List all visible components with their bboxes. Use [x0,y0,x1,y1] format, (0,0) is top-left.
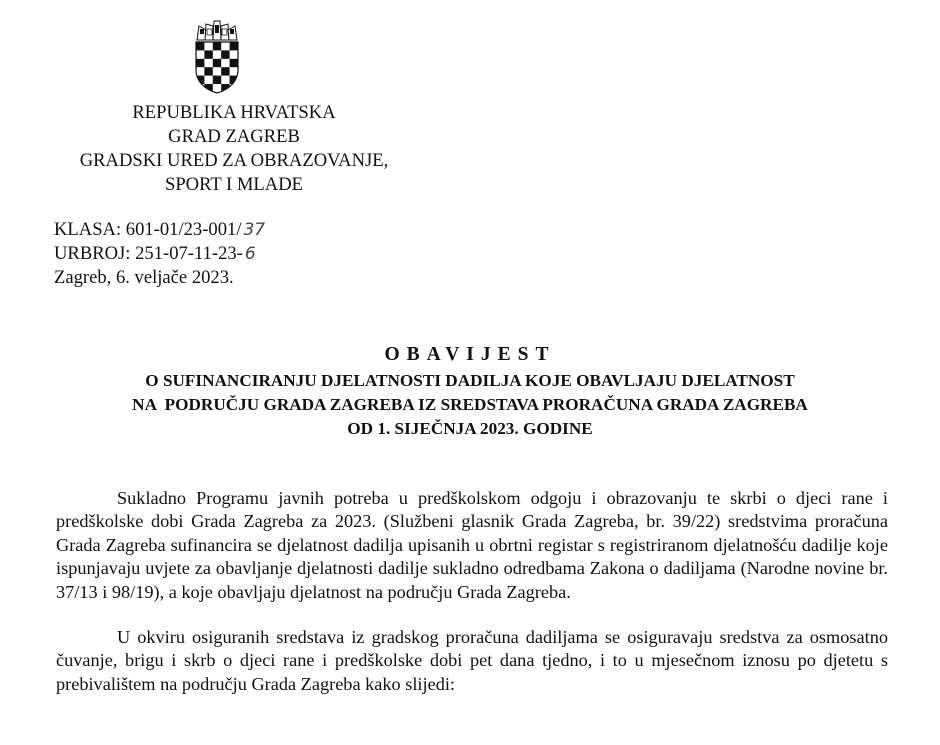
header-line-office: GRADSKI URED ZA OBRAZOVANJE, [79,150,389,171]
notice-subtitle-line-3: OD 1. SIJEČNJA 2023. GODINE [347,419,593,438]
klasa-line [54,218,265,242]
header-line-republic: REPUBLIKA HRVATSKA [132,102,336,123]
notice-subtitle-line-1: O SUFINANCIRANJU DJELATNOSTI DADILJA KOJE OBAVLJAJU DJELATNOST [145,371,795,390]
notice-title [40,343,900,441]
urbroj-line [54,242,265,266]
urbroj-label: URBROJ: 251-07-11-23- [54,243,243,264]
header-line-office-cont: SPORT I MLADE [164,174,303,195]
klasa-handwritten: 37 [243,220,266,240]
document-meta [54,218,265,290]
urbroj-handwritten: 6 [244,244,256,264]
body-paragraph-2: U okviru osiguranih sredstava iz gradskog proračuna dadiljama se osiguravaju sredstva za osmosatno čuvanje, brigu i skrb o djeci rane i predškolske dobi pet dana tjedno, i to u mjesečnom iznosu po djetetu s prebivalištem na području Grada Zagreba kako slijedi: [56,627,888,694]
body-paragraph-1: Sukladno Programu javnih potreba u predškolskom odgoju i obrazovanju te skrbi o djeci rane i predškolske dobi Grada Zagreba za 2023. (Službeni glasnik Grada Zagreba, br. 39/22) sredstvima proračuna Grada Zagreba sufinancira se djelatnost dadilja upisanih u obrtni registar s registriranom djelatnošću dadilje koje ispunjavaju uvjete za obavljanje djelatnosti dadilje sukladno odredbama Zakona o dadiljama (Narodne novine br. 37/13 i 98/19), a koje obavljaju djelatnost na području Grada Zagreba. [56,488,888,602]
notice-body [56,487,888,718]
issuer-header [54,101,414,197]
klasa-label: KLASA: 601-01/23-001/ [54,219,242,240]
place-date: Zagreb, 6. veljače 2023. [54,267,234,288]
header-line-city: GRAD ZAGREB [168,126,300,147]
coat-of-arms-icon [193,18,241,94]
notice-heading: OBAVIJEST [384,344,556,365]
notice-subtitle-line-2: NA PODRUČJU GRADA ZAGREBA IZ SREDSTAVA PRORAČUNA GRADA ZAGREBA [132,395,808,414]
